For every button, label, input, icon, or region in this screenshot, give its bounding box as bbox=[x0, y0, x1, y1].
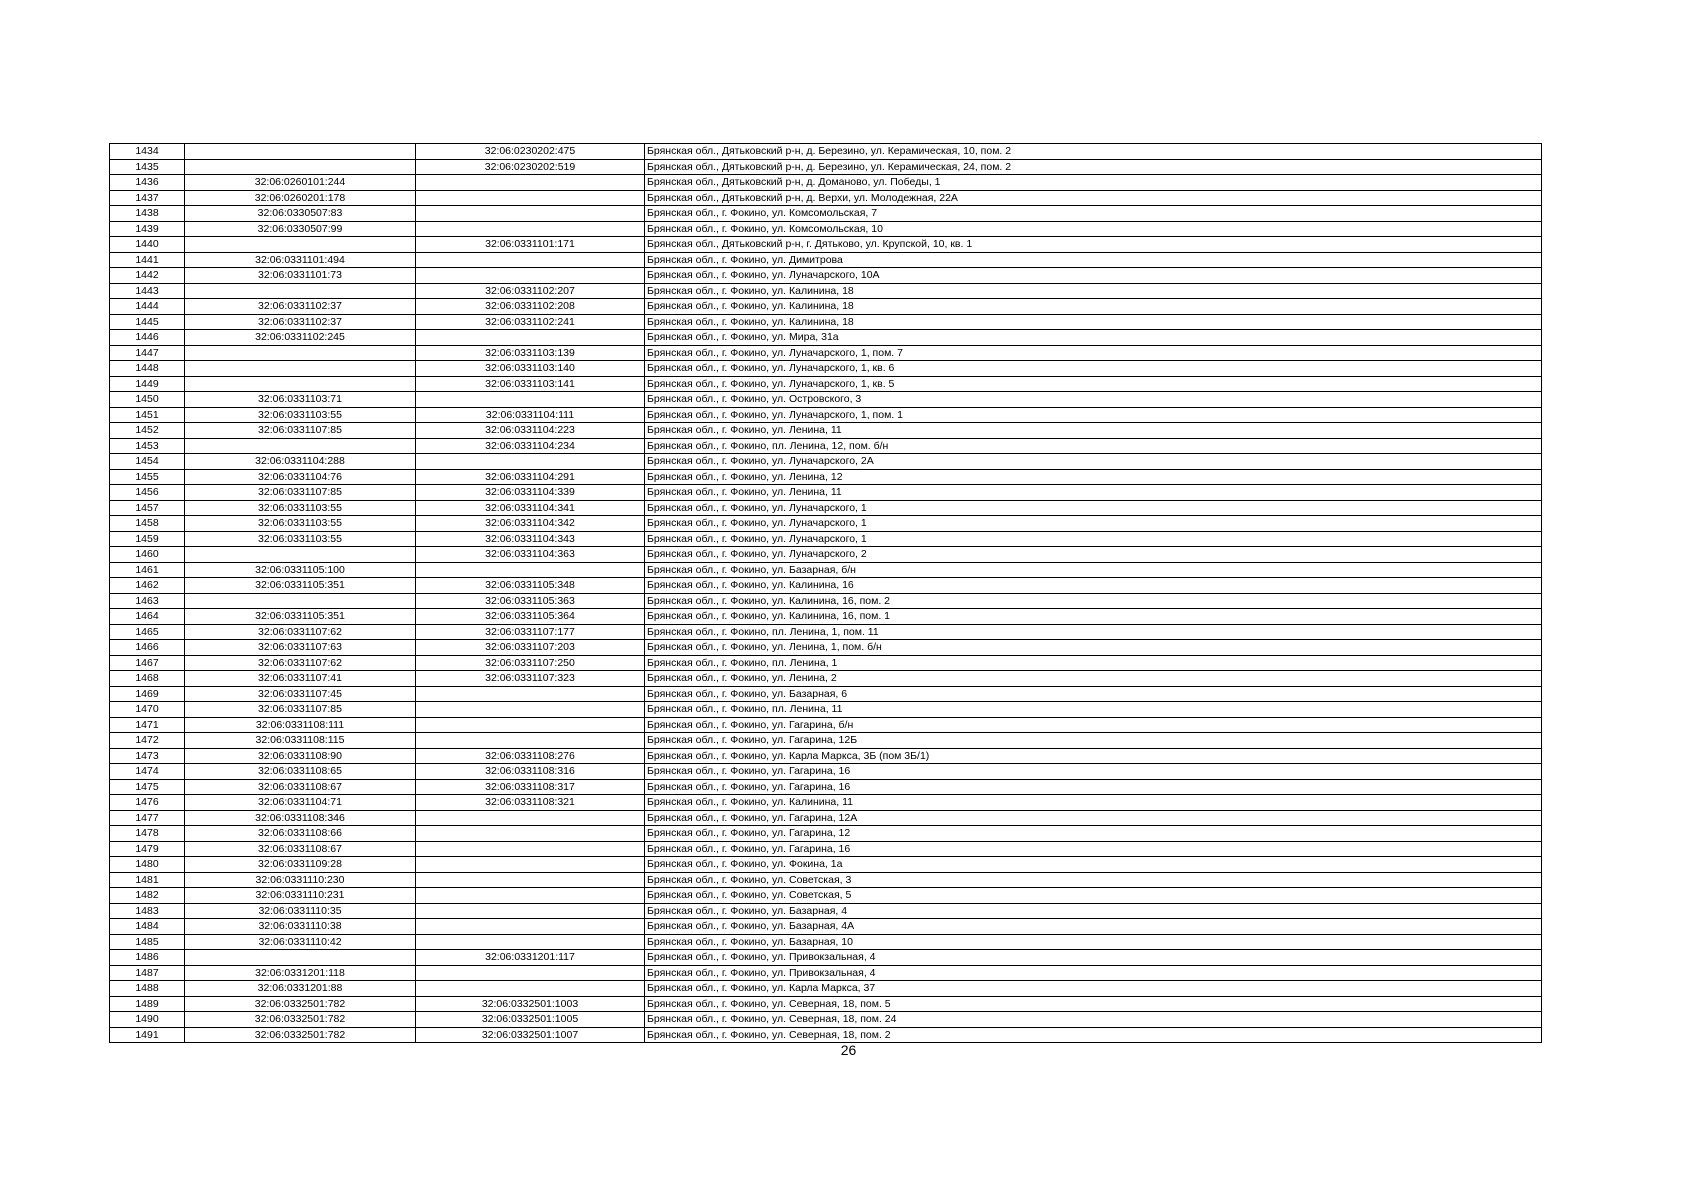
object-cadastral-number-cell: 32:06:0331104:341 bbox=[416, 500, 645, 516]
cadastral-number-cell bbox=[185, 376, 416, 392]
table-row bbox=[110, 547, 1542, 563]
object-cadastral-number-cell bbox=[416, 919, 645, 935]
address-cell: Брянская обл., г. Фокино, ул. Базарная, 4 bbox=[645, 903, 1542, 919]
table-row bbox=[110, 717, 1542, 733]
object-cadastral-number-cell: 32:06:0331104:111 bbox=[416, 407, 645, 423]
cadastral-number-cell bbox=[185, 144, 416, 160]
row-number-cell: 1488 bbox=[110, 981, 185, 997]
address-cell: Брянская обл., г. Фокино, ул. Калинина, 18 bbox=[645, 283, 1542, 299]
table-row bbox=[110, 888, 1542, 904]
object-cadastral-number-cell: 32:06:0331105:348 bbox=[416, 578, 645, 594]
cadastral-number-cell: 32:06:0330507:83 bbox=[185, 206, 416, 222]
table-row bbox=[110, 159, 1542, 175]
cadastral-number-cell: 32:06:0331108:66 bbox=[185, 826, 416, 842]
object-cadastral-number-cell bbox=[416, 392, 645, 408]
table-row bbox=[110, 237, 1542, 253]
table-row bbox=[110, 950, 1542, 966]
address-cell: Брянская обл., г. Фокино, ул. Фокина, 1а bbox=[645, 857, 1542, 873]
address-cell: Брянская обл., г. Фокино, ул. Луначарского, 1, пом. 1 bbox=[645, 407, 1542, 423]
cadastral-number-cell: 32:06:0331107:85 bbox=[185, 485, 416, 501]
table-row bbox=[110, 345, 1542, 361]
object-cadastral-number-cell: 32:06:0332501:1005 bbox=[416, 1012, 645, 1028]
address-cell: Брянская обл., г. Фокино, пл. Ленина, 11 bbox=[645, 702, 1542, 718]
address-cell: Брянская обл., Дятьковский р-н, д. Березино, ул. Керамическая, 24, пом. 2 bbox=[645, 159, 1542, 175]
row-number-cell: 1476 bbox=[110, 795, 185, 811]
cadastral-table bbox=[109, 143, 1542, 1043]
object-cadastral-number-cell: 32:06:0331108:276 bbox=[416, 748, 645, 764]
address-cell: Брянская обл., г. Фокино, ул. Островского, 3 bbox=[645, 392, 1542, 408]
object-cadastral-number-cell bbox=[416, 252, 645, 268]
row-number-cell: 1479 bbox=[110, 841, 185, 857]
cadastral-number-cell bbox=[185, 438, 416, 454]
cadastral-number-cell: 32:06:0331110:35 bbox=[185, 903, 416, 919]
table-row bbox=[110, 1027, 1542, 1043]
table-row bbox=[110, 221, 1542, 237]
object-cadastral-number-cell: 32:06:0331107:203 bbox=[416, 640, 645, 656]
address-cell: Брянская обл., г. Фокино, ул. Мира, 31а bbox=[645, 330, 1542, 346]
address-cell: Брянская обл., г. Фокино, ул. Базарная, 6 bbox=[645, 686, 1542, 702]
table-row bbox=[110, 407, 1542, 423]
cadastral-number-cell: 32:06:0332501:782 bbox=[185, 1027, 416, 1043]
address-cell: Брянская обл., г. Фокино, ул. Гагарина, 16 bbox=[645, 841, 1542, 857]
cadastral-number-cell bbox=[185, 361, 416, 377]
object-cadastral-number-cell bbox=[416, 733, 645, 749]
object-cadastral-number-cell bbox=[416, 717, 645, 733]
row-number-cell: 1480 bbox=[110, 857, 185, 873]
cadastral-number-cell: 32:06:0330507:99 bbox=[185, 221, 416, 237]
address-cell: Брянская обл., г. Фокино, ул. Гагарина, б/н bbox=[645, 717, 1542, 733]
address-cell: Брянская обл., г. Фокино, ул. Ленина, 2 bbox=[645, 671, 1542, 687]
row-number-cell: 1440 bbox=[110, 237, 185, 253]
table-row bbox=[110, 469, 1542, 485]
table-row bbox=[110, 826, 1542, 842]
object-cadastral-number-cell bbox=[416, 330, 645, 346]
object-cadastral-number-cell: 32:06:0331104:363 bbox=[416, 547, 645, 563]
object-cadastral-number-cell bbox=[416, 190, 645, 206]
object-cadastral-number-cell bbox=[416, 934, 645, 950]
cadastral-number-cell: 32:06:0331108:111 bbox=[185, 717, 416, 733]
row-number-cell: 1445 bbox=[110, 314, 185, 330]
address-cell: Брянская обл., г. Фокино, ул. Карла Маркса, 3Б (пом 3Б/1) bbox=[645, 748, 1542, 764]
row-number-cell: 1451 bbox=[110, 407, 185, 423]
row-number-cell: 1481 bbox=[110, 872, 185, 888]
cadastral-number-cell: 32:06:0331110:38 bbox=[185, 919, 416, 935]
address-cell: Брянская обл., г. Фокино, ул. Ленина, 1, пом. б/н bbox=[645, 640, 1542, 656]
cadastral-number-cell: 32:06:0331107:62 bbox=[185, 655, 416, 671]
row-number-cell: 1477 bbox=[110, 810, 185, 826]
row-number-cell: 1460 bbox=[110, 547, 185, 563]
table-row bbox=[110, 919, 1542, 935]
address-cell: Брянская обл., г. Фокино, ул. Привокзальная, 4 bbox=[645, 950, 1542, 966]
table-row bbox=[110, 268, 1542, 284]
table-row bbox=[110, 795, 1542, 811]
object-cadastral-number-cell bbox=[416, 872, 645, 888]
cadastral-number-cell: 32:06:0260201:178 bbox=[185, 190, 416, 206]
address-cell: Брянская обл., г. Фокино, ул. Ленина, 12 bbox=[645, 469, 1542, 485]
object-cadastral-number-cell bbox=[416, 686, 645, 702]
object-cadastral-number-cell bbox=[416, 810, 645, 826]
row-number-cell: 1472 bbox=[110, 733, 185, 749]
row-number-cell: 1463 bbox=[110, 593, 185, 609]
address-cell: Брянская обл., г. Фокино, ул. Гагарина, 12А bbox=[645, 810, 1542, 826]
cadastral-number-cell: 32:06:0331101:73 bbox=[185, 268, 416, 284]
address-cell: Брянская обл., Дятьковский р-н, г. Дятьково, ул. Крупской, 10, кв. 1 bbox=[645, 237, 1542, 253]
table-row bbox=[110, 903, 1542, 919]
cadastral-number-cell: 32:06:0331105:351 bbox=[185, 578, 416, 594]
cadastral-number-cell: 32:06:0331108:67 bbox=[185, 779, 416, 795]
table-row bbox=[110, 252, 1542, 268]
table-row bbox=[110, 934, 1542, 950]
object-cadastral-number-cell bbox=[416, 702, 645, 718]
object-cadastral-number-cell bbox=[416, 888, 645, 904]
address-cell: Брянская обл., Дятьковский р-н, д. Верхи, ул. Молодежная, 22А bbox=[645, 190, 1542, 206]
cadastral-number-cell: 32:06:0331108:65 bbox=[185, 764, 416, 780]
table-row bbox=[110, 206, 1542, 222]
row-number-cell: 1468 bbox=[110, 671, 185, 687]
table-row bbox=[110, 593, 1542, 609]
address-cell: Брянская обл., г. Фокино, ул. Луначарского, 1 bbox=[645, 531, 1542, 547]
address-cell: Брянская обл., г. Фокино, пл. Ленина, 1, пом. 11 bbox=[645, 624, 1542, 640]
cadastral-number-cell: 32:06:0331108:67 bbox=[185, 841, 416, 857]
address-cell: Брянская обл., г. Фокино, ул. Базарная, 4А bbox=[645, 919, 1542, 935]
address-cell: Брянская обл., г. Фокино, ул. Луначарского, 1 bbox=[645, 500, 1542, 516]
cadastral-number-cell: 32:06:0331103:55 bbox=[185, 407, 416, 423]
address-cell: Брянская обл., г. Фокино, ул. Базарная, б/н bbox=[645, 562, 1542, 578]
row-number-cell: 1438 bbox=[110, 206, 185, 222]
row-number-cell: 1459 bbox=[110, 531, 185, 547]
row-number-cell: 1437 bbox=[110, 190, 185, 206]
row-number-cell: 1441 bbox=[110, 252, 185, 268]
table-row bbox=[110, 733, 1542, 749]
address-cell: Брянская обл., Дятьковский р-н, д. Березино, ул. Керамическая, 10, пом. 2 bbox=[645, 144, 1542, 160]
object-cadastral-number-cell bbox=[416, 221, 645, 237]
row-number-cell: 1486 bbox=[110, 950, 185, 966]
cadastral-number-cell: 32:06:0331108:90 bbox=[185, 748, 416, 764]
object-cadastral-number-cell bbox=[416, 965, 645, 981]
address-cell: Брянская обл., г. Фокино, пл. Ленина, 12, пом. б/н bbox=[645, 438, 1542, 454]
object-cadastral-number-cell bbox=[416, 826, 645, 842]
address-cell: Брянская обл., г. Фокино, ул. Советская, 3 bbox=[645, 872, 1542, 888]
table-row bbox=[110, 144, 1542, 160]
table-row bbox=[110, 454, 1542, 470]
table-row bbox=[110, 841, 1542, 857]
row-number-cell: 1464 bbox=[110, 609, 185, 625]
cadastral-number-cell bbox=[185, 547, 416, 563]
object-cadastral-number-cell: 32:06:0331105:364 bbox=[416, 609, 645, 625]
object-cadastral-number-cell: 32:06:0331107:250 bbox=[416, 655, 645, 671]
cadastral-number-cell: 32:06:0331105:351 bbox=[185, 609, 416, 625]
object-cadastral-number-cell: 32:06:0331104:234 bbox=[416, 438, 645, 454]
cadastral-number-cell: 32:06:0331110:231 bbox=[185, 888, 416, 904]
object-cadastral-number-cell bbox=[416, 206, 645, 222]
object-cadastral-number-cell: 32:06:0230202:475 bbox=[416, 144, 645, 160]
row-number-cell: 1455 bbox=[110, 469, 185, 485]
object-cadastral-number-cell: 32:06:0332501:1007 bbox=[416, 1027, 645, 1043]
address-cell: Брянская обл., г. Фокино, ул. Луначарского, 2А bbox=[645, 454, 1542, 470]
row-number-cell: 1469 bbox=[110, 686, 185, 702]
table-row bbox=[110, 376, 1542, 392]
object-cadastral-number-cell bbox=[416, 841, 645, 857]
address-cell: Брянская обл., г. Фокино, ул. Луначарского, 1, пом. 7 bbox=[645, 345, 1542, 361]
object-cadastral-number-cell: 32:06:0331107:177 bbox=[416, 624, 645, 640]
object-cadastral-number-cell: 32:06:0331108:316 bbox=[416, 764, 645, 780]
cadastral-number-cell: 32:06:0331110:230 bbox=[185, 872, 416, 888]
row-number-cell: 1482 bbox=[110, 888, 185, 904]
cadastral-number-cell: 32:06:0331108:115 bbox=[185, 733, 416, 749]
object-cadastral-number-cell: 32:06:0331104:339 bbox=[416, 485, 645, 501]
table-row bbox=[110, 500, 1542, 516]
address-cell: Брянская обл., г. Фокино, ул. Калинина, 16, пом. 1 bbox=[645, 609, 1542, 625]
address-cell: Брянская обл., г. Фокино, ул. Северная, 18, пом. 2 bbox=[645, 1027, 1542, 1043]
row-number-cell: 1447 bbox=[110, 345, 185, 361]
address-cell: Брянская обл., г. Фокино, ул. Гагарина, 12Б bbox=[645, 733, 1542, 749]
object-cadastral-number-cell: 32:06:0331102:241 bbox=[416, 314, 645, 330]
row-number-cell: 1450 bbox=[110, 392, 185, 408]
row-number-cell: 1475 bbox=[110, 779, 185, 795]
object-cadastral-number-cell: 32:06:0331104:291 bbox=[416, 469, 645, 485]
object-cadastral-number-cell: 32:06:0331108:321 bbox=[416, 795, 645, 811]
row-number-cell: 1457 bbox=[110, 500, 185, 516]
table-row bbox=[110, 423, 1542, 439]
object-cadastral-number-cell: 32:06:0331104:223 bbox=[416, 423, 645, 439]
object-cadastral-number-cell: 32:06:0331107:323 bbox=[416, 671, 645, 687]
table-row bbox=[110, 578, 1542, 594]
address-cell: Брянская обл., г. Фокино, ул. Северная, 18, пом. 5 bbox=[645, 996, 1542, 1012]
table-row bbox=[110, 314, 1542, 330]
address-cell: Брянская обл., г. Фокино, ул. Калинина, 18 bbox=[645, 314, 1542, 330]
row-number-cell: 1483 bbox=[110, 903, 185, 919]
cadastral-number-cell: 32:06:0331104:71 bbox=[185, 795, 416, 811]
address-cell: Брянская обл., г. Фокино, пл. Ленина, 1 bbox=[645, 655, 1542, 671]
table-row bbox=[110, 872, 1542, 888]
row-number-cell: 1478 bbox=[110, 826, 185, 842]
row-number-cell: 1436 bbox=[110, 175, 185, 191]
cadastral-number-cell: 32:06:0331102:245 bbox=[185, 330, 416, 346]
cadastral-number-cell: 32:06:0331107:62 bbox=[185, 624, 416, 640]
table-row bbox=[110, 764, 1542, 780]
table-row bbox=[110, 624, 1542, 640]
address-cell: Брянская обл., г. Фокино, ул. Привокзальная, 4 bbox=[645, 965, 1542, 981]
object-cadastral-number-cell: 32:06:0331103:141 bbox=[416, 376, 645, 392]
object-cadastral-number-cell: 32:06:0331104:343 bbox=[416, 531, 645, 547]
table-row bbox=[110, 190, 1542, 206]
cadastral-number-cell: 32:06:0332501:782 bbox=[185, 1012, 416, 1028]
table-row bbox=[110, 779, 1542, 795]
row-number-cell: 1446 bbox=[110, 330, 185, 346]
address-cell: Брянская обл., Дятьковский р-н, д. Доманово, ул. Победы, 1 bbox=[645, 175, 1542, 191]
row-number-cell: 1458 bbox=[110, 516, 185, 532]
address-cell: Брянская обл., г. Фокино, ул. Луначарского, 1, кв. 6 bbox=[645, 361, 1542, 377]
object-cadastral-number-cell: 32:06:0332501:1003 bbox=[416, 996, 645, 1012]
address-cell: Брянская обл., г. Фокино, ул. Калинина, 16, пом. 2 bbox=[645, 593, 1542, 609]
address-cell: Брянская обл., г. Фокино, ул. Комсомольская, 10 bbox=[645, 221, 1542, 237]
cadastral-number-cell: 32:06:0331103:71 bbox=[185, 392, 416, 408]
object-cadastral-number-cell: 32:06:0331103:140 bbox=[416, 361, 645, 377]
cadastral-number-cell bbox=[185, 283, 416, 299]
table-row bbox=[110, 299, 1542, 315]
object-cadastral-number-cell: 32:06:0331102:207 bbox=[416, 283, 645, 299]
object-cadastral-number-cell bbox=[416, 175, 645, 191]
address-cell: Брянская обл., г. Фокино, ул. Гагарина, 12 bbox=[645, 826, 1542, 842]
address-cell: Брянская обл., г. Фокино, ул. Гагарина, 16 bbox=[645, 779, 1542, 795]
row-number-cell: 1473 bbox=[110, 748, 185, 764]
object-cadastral-number-cell bbox=[416, 454, 645, 470]
cadastral-number-cell: 32:06:0331110:42 bbox=[185, 934, 416, 950]
table-row bbox=[110, 1012, 1542, 1028]
cadastral-number-cell: 32:06:0331103:55 bbox=[185, 516, 416, 532]
object-cadastral-number-cell bbox=[416, 903, 645, 919]
row-number-cell: 1462 bbox=[110, 578, 185, 594]
table-row bbox=[110, 965, 1542, 981]
row-number-cell: 1466 bbox=[110, 640, 185, 656]
table-body bbox=[110, 144, 1542, 1043]
cadastral-number-cell: 32:06:0331104:288 bbox=[185, 454, 416, 470]
object-cadastral-number-cell bbox=[416, 268, 645, 284]
row-number-cell: 1454 bbox=[110, 454, 185, 470]
row-number-cell: 1484 bbox=[110, 919, 185, 935]
object-cadastral-number-cell bbox=[416, 562, 645, 578]
object-cadastral-number-cell: 32:06:0331103:139 bbox=[416, 345, 645, 361]
row-number-cell: 1465 bbox=[110, 624, 185, 640]
row-number-cell: 1444 bbox=[110, 299, 185, 315]
row-number-cell: 1489 bbox=[110, 996, 185, 1012]
table-row bbox=[110, 671, 1542, 687]
cadastral-number-cell bbox=[185, 950, 416, 966]
row-number-cell: 1490 bbox=[110, 1012, 185, 1028]
row-number-cell: 1456 bbox=[110, 485, 185, 501]
row-number-cell: 1434 bbox=[110, 144, 185, 160]
row-number-cell: 1470 bbox=[110, 702, 185, 718]
table-row bbox=[110, 361, 1542, 377]
object-cadastral-number-cell: 32:06:0331102:208 bbox=[416, 299, 645, 315]
cadastral-number-cell: 32:06:0331102:37 bbox=[185, 314, 416, 330]
table-row bbox=[110, 330, 1542, 346]
table-row bbox=[110, 981, 1542, 997]
cadastral-number-cell bbox=[185, 237, 416, 253]
address-cell: Брянская обл., г. Фокино, ул. Гагарина, 16 bbox=[645, 764, 1542, 780]
table-row bbox=[110, 392, 1542, 408]
object-cadastral-number-cell bbox=[416, 857, 645, 873]
address-cell: Брянская обл., г. Фокино, ул. Базарная, 10 bbox=[645, 934, 1542, 950]
table-row bbox=[110, 562, 1542, 578]
row-number-cell: 1435 bbox=[110, 159, 185, 175]
cadastral-number-cell bbox=[185, 345, 416, 361]
row-number-cell: 1487 bbox=[110, 965, 185, 981]
address-cell: Брянская обл., г. Фокино, ул. Ленина, 11 bbox=[645, 423, 1542, 439]
address-cell: Брянская обл., г. Фокино, ул. Северная, 18, пом. 24 bbox=[645, 1012, 1542, 1028]
table-row bbox=[110, 996, 1542, 1012]
table-row bbox=[110, 485, 1542, 501]
object-cadastral-number-cell: 32:06:0331201:117 bbox=[416, 950, 645, 966]
cadastral-number-cell: 32:06:0331107:63 bbox=[185, 640, 416, 656]
address-cell: Брянская обл., г. Фокино, ул. Димитрова bbox=[645, 252, 1542, 268]
object-cadastral-number-cell bbox=[416, 981, 645, 997]
address-cell: Брянская обл., г. Фокино, ул. Комсомольская, 7 bbox=[645, 206, 1542, 222]
cadastral-number-cell bbox=[185, 159, 416, 175]
row-number-cell: 1442 bbox=[110, 268, 185, 284]
address-cell: Брянская обл., г. Фокино, ул. Ленина, 11 bbox=[645, 485, 1542, 501]
address-cell: Брянская обл., г. Фокино, ул. Калинина, 16 bbox=[645, 578, 1542, 594]
cadastral-number-cell: 32:06:0331104:76 bbox=[185, 469, 416, 485]
object-cadastral-number-cell: 32:06:0331105:363 bbox=[416, 593, 645, 609]
table-row bbox=[110, 531, 1542, 547]
row-number-cell: 1439 bbox=[110, 221, 185, 237]
table-row bbox=[110, 686, 1542, 702]
object-cadastral-number-cell: 32:06:0331104:342 bbox=[416, 516, 645, 532]
row-number-cell: 1443 bbox=[110, 283, 185, 299]
table-row bbox=[110, 438, 1542, 454]
table-row bbox=[110, 655, 1542, 671]
row-number-cell: 1471 bbox=[110, 717, 185, 733]
cadastral-number-cell: 32:06:0260101:244 bbox=[185, 175, 416, 191]
table-row bbox=[110, 857, 1542, 873]
table-row bbox=[110, 640, 1542, 656]
table-row bbox=[110, 702, 1542, 718]
table-row bbox=[110, 283, 1542, 299]
page-number: 26 bbox=[840, 1042, 857, 1058]
table-row bbox=[110, 516, 1542, 532]
address-cell: Брянская обл., г. Фокино, ул. Луначарского, 1, кв. 5 bbox=[645, 376, 1542, 392]
address-cell: Брянская обл., г. Фокино, ул. Луначарского, 1 bbox=[645, 516, 1542, 532]
cadastral-number-cell: 32:06:0331102:37 bbox=[185, 299, 416, 315]
table-row bbox=[110, 748, 1542, 764]
row-number-cell: 1453 bbox=[110, 438, 185, 454]
cadastral-number-cell: 32:06:0331109:28 bbox=[185, 857, 416, 873]
cadastral-number-cell: 32:06:0331103:55 bbox=[185, 531, 416, 547]
object-cadastral-number-cell: 32:06:0331101:171 bbox=[416, 237, 645, 253]
cadastral-number-cell: 32:06:0331107:85 bbox=[185, 423, 416, 439]
cadastral-number-cell: 32:06:0331103:55 bbox=[185, 500, 416, 516]
table-row bbox=[110, 175, 1542, 191]
address-cell: Брянская обл., г. Фокино, ул. Советская, 5 bbox=[645, 888, 1542, 904]
cadastral-number-cell: 32:06:0331201:118 bbox=[185, 965, 416, 981]
object-cadastral-number-cell: 32:06:0331108:317 bbox=[416, 779, 645, 795]
table-row bbox=[110, 609, 1542, 625]
address-cell: Брянская обл., г. Фокино, ул. Калинина, 18 bbox=[645, 299, 1542, 315]
row-number-cell: 1474 bbox=[110, 764, 185, 780]
object-cadastral-number-cell: 32:06:0230202:519 bbox=[416, 159, 645, 175]
row-number-cell: 1491 bbox=[110, 1027, 185, 1043]
cadastral-number-cell bbox=[185, 593, 416, 609]
row-number-cell: 1467 bbox=[110, 655, 185, 671]
address-cell: Брянская обл., г. Фокино, ул. Калинина, 11 bbox=[645, 795, 1542, 811]
row-number-cell: 1485 bbox=[110, 934, 185, 950]
row-number-cell: 1448 bbox=[110, 361, 185, 377]
row-number-cell: 1461 bbox=[110, 562, 185, 578]
cadastral-number-cell: 32:06:0331107:45 bbox=[185, 686, 416, 702]
cadastral-number-cell: 32:06:0331201:88 bbox=[185, 981, 416, 997]
cadastral-number-cell: 32:06:0331108:346 bbox=[185, 810, 416, 826]
cadastral-number-cell: 32:06:0331101:494 bbox=[185, 252, 416, 268]
row-number-cell: 1449 bbox=[110, 376, 185, 392]
address-cell: Брянская обл., г. Фокино, ул. Карла Маркса, 37 bbox=[645, 981, 1542, 997]
cadastral-number-cell: 32:06:0331107:41 bbox=[185, 671, 416, 687]
cadastral-number-cell: 32:06:0331107:85 bbox=[185, 702, 416, 718]
cadastral-number-cell: 32:06:0331105:100 bbox=[185, 562, 416, 578]
address-cell: Брянская обл., г. Фокино, ул. Луначарского, 10А bbox=[645, 268, 1542, 284]
table-row bbox=[110, 810, 1542, 826]
row-number-cell: 1452 bbox=[110, 423, 185, 439]
cadastral-number-cell: 32:06:0332501:782 bbox=[185, 996, 416, 1012]
address-cell: Брянская обл., г. Фокино, ул. Луначарского, 2 bbox=[645, 547, 1542, 563]
